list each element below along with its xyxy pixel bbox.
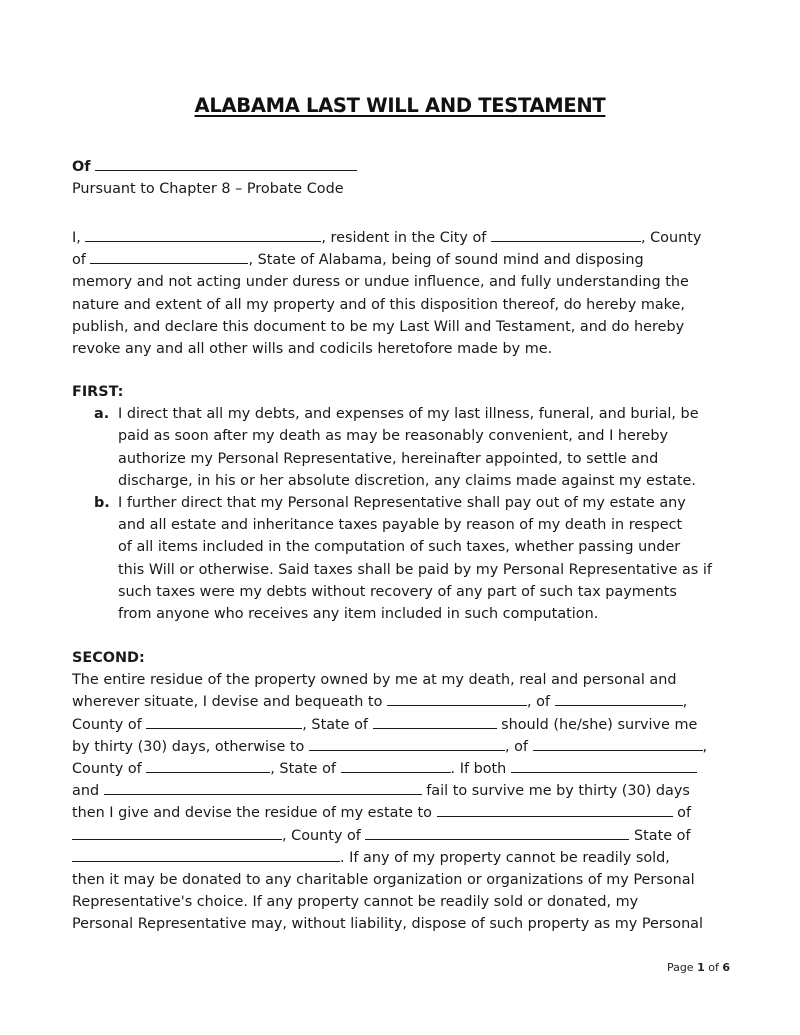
residue-recipient-field[interactable] bbox=[437, 802, 673, 817]
section-first bbox=[72, 381, 732, 625]
second-both-name-field[interactable] bbox=[104, 780, 422, 795]
residue-city-field[interactable] bbox=[72, 825, 282, 840]
county-field[interactable] bbox=[90, 249, 248, 264]
alternate-state-field[interactable] bbox=[341, 758, 451, 773]
alternate-beneficiary-field[interactable] bbox=[309, 736, 505, 751]
item-marker-a: a. bbox=[94, 406, 110, 423]
of-label: Of bbox=[72, 159, 91, 175]
beneficiary-state-field[interactable] bbox=[373, 714, 497, 729]
item-marker-b: b. bbox=[94, 494, 110, 511]
header-block bbox=[72, 156, 732, 200]
beneficiary-name-field[interactable] bbox=[387, 691, 527, 706]
residue-state-field[interactable] bbox=[72, 847, 340, 862]
first-item-b: b. I further direct that my Personal Representative shall pay out of my estate any and all estate and inheritance taxes payable by reason of my death in respect of all items included in the computation of such taxes, whether passing under this Will or otherwise. Said taxes shall be paid by my Personal Representative as if such taxes were my debts without recovery of any part of such tax payments from anyone who receives any item included in such computation. bbox=[72, 492, 732, 625]
alternate-city-field[interactable] bbox=[533, 736, 703, 751]
city-field[interactable] bbox=[491, 227, 641, 242]
intro-paragraph: I, , resident in the City of , County of , State of Alabama, being of sound mind and disposing memory and not acting under duress or undue influence, and fully understanding the nature and extent of all my property and of this disposition thereof, do hereby make, publish, and declare this document to be my Last Will and Testament, and do hereby revoke any and all other wills and codicils heretofore made by me. bbox=[72, 227, 732, 360]
section-first-heading: FIRST: bbox=[72, 384, 124, 400]
residue-county-field[interactable] bbox=[365, 825, 629, 840]
document-title: ALABAMA LAST WILL AND TESTAMENT bbox=[194, 94, 606, 117]
beneficiary-city-field[interactable] bbox=[555, 691, 683, 706]
section-second: SECOND: The entire residue of the property owned by me at my death, real and personal and wherever situate, I devise and bequeath to , of , County of , State of should (he/she) survive me by thirty (30) days, otherwise to , of , County of , State of . If both and fail to survive me by thirty (30) days then I give and devise the residue of my estate to of , County of State of . If any of my property cannot be readily sold, then it may be donated to any charitable organization or organizations of my Personal Representative's choice. If any property cannot be readily sold or donated, my Personal Representative may, without liability, dispose of such property as my Personal bbox=[72, 647, 732, 935]
first-item-a: a. I direct that all my debts, and expenses of my last illness, funeral, and burial, be paid as soon after my death as may be reasonably convenient, and I hereby authorize my Personal Representative, hereinafter appointed, to settle and discharge, in his or her absolute discretion, any claims made against my estate. bbox=[72, 403, 732, 492]
current-page: 1 bbox=[697, 961, 705, 974]
alternate-county-field[interactable] bbox=[146, 758, 270, 773]
first-both-name-field[interactable] bbox=[511, 758, 697, 773]
beneficiary-county-field[interactable] bbox=[146, 714, 302, 729]
page-number: Page 1 of 6 bbox=[666, 961, 730, 974]
testator-name-blank[interactable] bbox=[95, 156, 357, 171]
section-second-heading: SECOND: bbox=[72, 650, 145, 666]
testator-name-field[interactable] bbox=[85, 227, 321, 242]
subtitle: Pursuant to Chapter 8 – Probate Code bbox=[72, 181, 344, 198]
total-pages: 6 bbox=[722, 961, 730, 974]
